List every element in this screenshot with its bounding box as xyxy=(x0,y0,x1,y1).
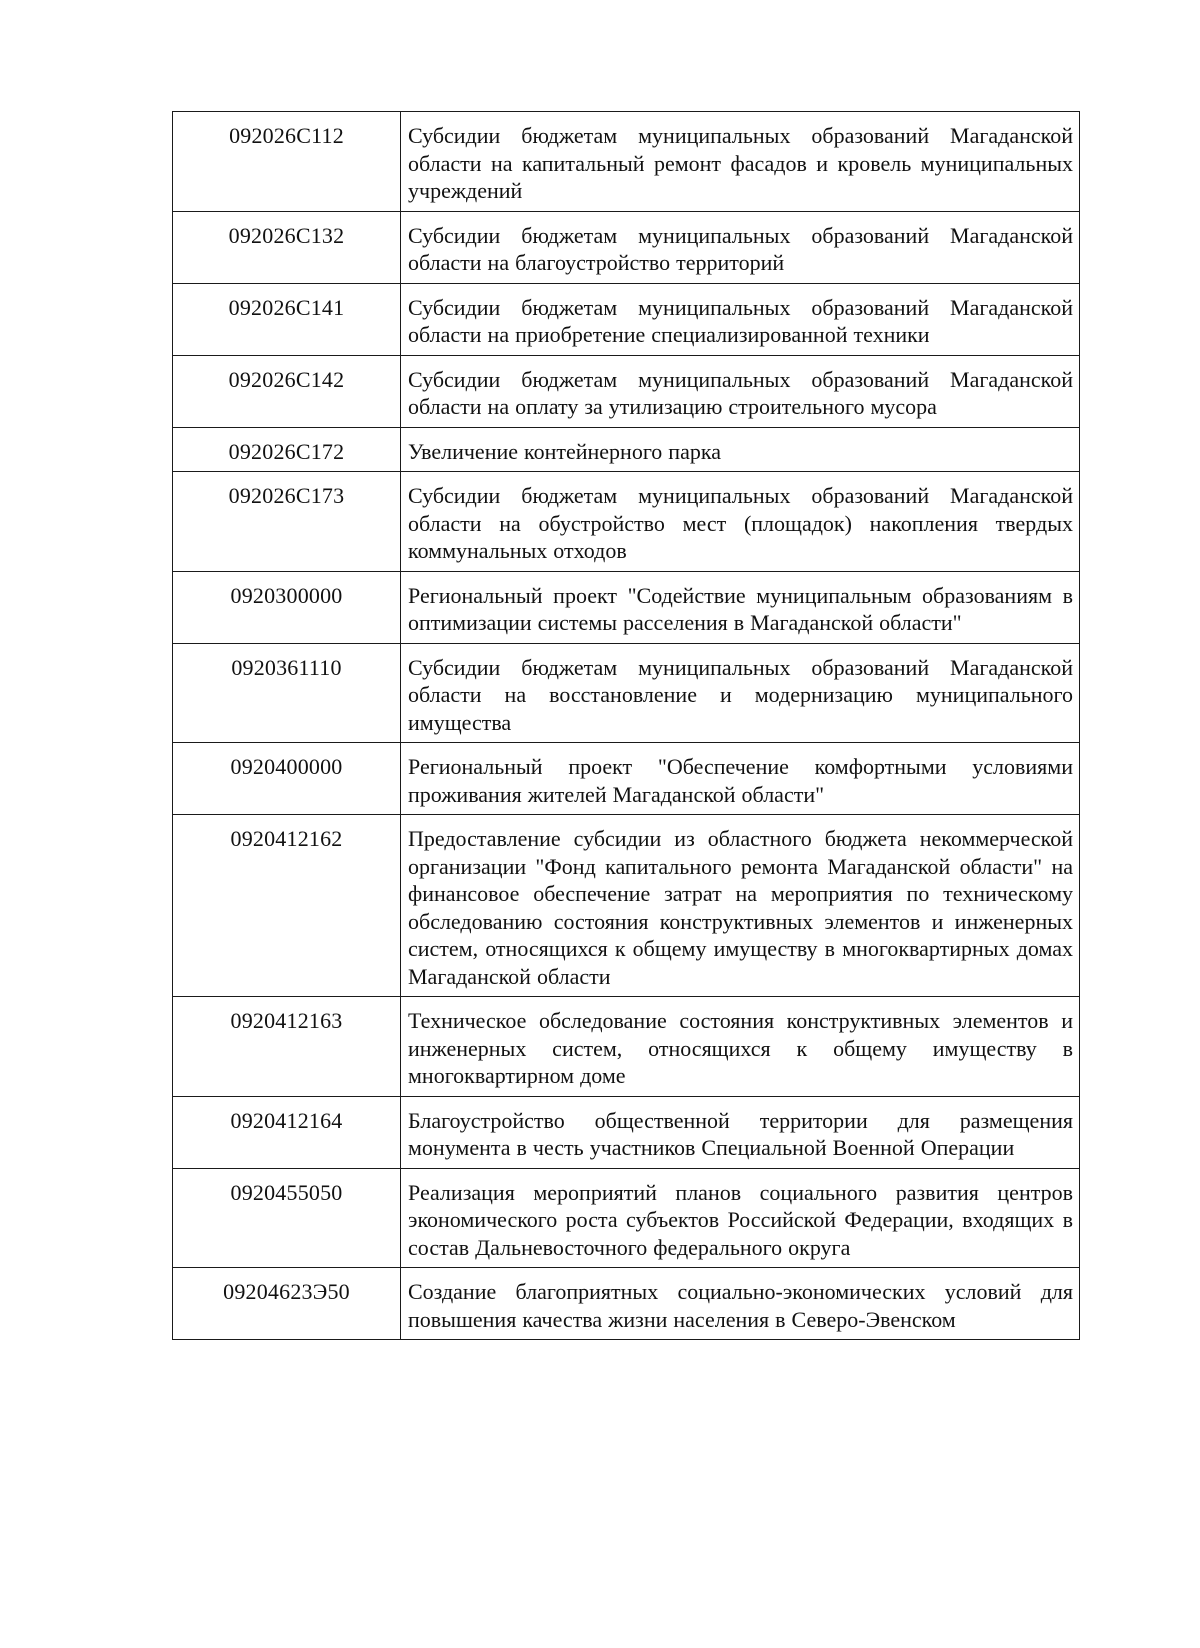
row-name: Техническое обследование состояния конструктивных элементов и инженерных систем, относящихся к общему имуществу в многоквартирном доме xyxy=(401,997,1080,1097)
row-code: 0920412163 xyxy=(173,997,401,1097)
row-name: Субсидии бюджетам муниципальных образований Магаданской области на обустройство мест (площадок) накопления твердых коммунальных отходов xyxy=(401,472,1080,572)
row-name: Предоставление субсидии из областного бюджета некоммерческой организации "Фонд капитального ремонта Магаданской области" на финансовое обеспечение затрат на мероприятия по техническому обследованию состояния конструктивных элементов и инженерных систем, относящихся к общему имуществу в многоквартирных домах Магаданской области xyxy=(401,815,1080,997)
row-code: 0920412162 xyxy=(173,815,401,997)
row-name: Увеличение контейнерного парка xyxy=(401,427,1080,472)
row-name: Создание благоприятных социально-экономических условий для повышения качества жизни населения в Северо-Эвенском xyxy=(401,1268,1080,1340)
table-row xyxy=(173,427,1080,472)
row-code: 092026С132 xyxy=(173,211,401,283)
row-code: 092026С142 xyxy=(173,355,401,427)
table-row xyxy=(173,355,1080,427)
row-code: 092026С173 xyxy=(173,472,401,572)
budget-classification-table xyxy=(172,111,1080,1340)
table-row xyxy=(173,815,1080,997)
table-row xyxy=(173,211,1080,283)
table-row xyxy=(173,997,1080,1097)
row-name: Субсидии бюджетам муниципальных образований Магаданской области на оплату за утилизацию строительного мусора xyxy=(401,355,1080,427)
row-name: Субсидии бюджетам муниципальных образований Магаданской области на приобретение специализированной техники xyxy=(401,283,1080,355)
row-code: 0920400000 xyxy=(173,743,401,815)
table-row xyxy=(173,643,1080,743)
row-name: Благоустройство общественной территории для размещения монумента в честь участников Специальной Военной Операции xyxy=(401,1096,1080,1168)
table-row xyxy=(173,571,1080,643)
row-name: Субсидии бюджетам муниципальных образований Магаданской области на капитальный ремонт фасадов и кровель муниципальных учреждений xyxy=(401,112,1080,212)
row-code: 092026С112 xyxy=(173,112,401,212)
row-name: Реализация мероприятий планов социального развития центров экономического роста субъектов Российской Федерации, входящих в состав Дальневосточного федерального округа xyxy=(401,1168,1080,1268)
table-row xyxy=(173,1168,1080,1268)
table-row xyxy=(173,472,1080,572)
row-name: Субсидии бюджетам муниципальных образований Магаданской области на благоустройство территорий xyxy=(401,211,1080,283)
row-code: 0920361110 xyxy=(173,643,401,743)
row-code: 0920300000 xyxy=(173,571,401,643)
row-name: Региональный проект "Содействие муниципальным образованиям в оптимизации системы расселения в Магаданской области" xyxy=(401,571,1080,643)
row-code: 0920455050 xyxy=(173,1168,401,1268)
table-row xyxy=(173,1268,1080,1340)
table-row xyxy=(173,1096,1080,1168)
row-code: 0920412164 xyxy=(173,1096,401,1168)
row-code: 092026С172 xyxy=(173,427,401,472)
table-row xyxy=(173,743,1080,815)
row-code: 09204623Э50 xyxy=(173,1268,401,1340)
table-row xyxy=(173,283,1080,355)
table-row xyxy=(173,112,1080,212)
row-name: Субсидии бюджетам муниципальных образований Магаданской области на восстановление и модернизацию муниципального имущества xyxy=(401,643,1080,743)
row-code: 092026С141 xyxy=(173,283,401,355)
row-name: Региональный проект "Обеспечение комфортными условиями проживания жителей Магаданской области" xyxy=(401,743,1080,815)
